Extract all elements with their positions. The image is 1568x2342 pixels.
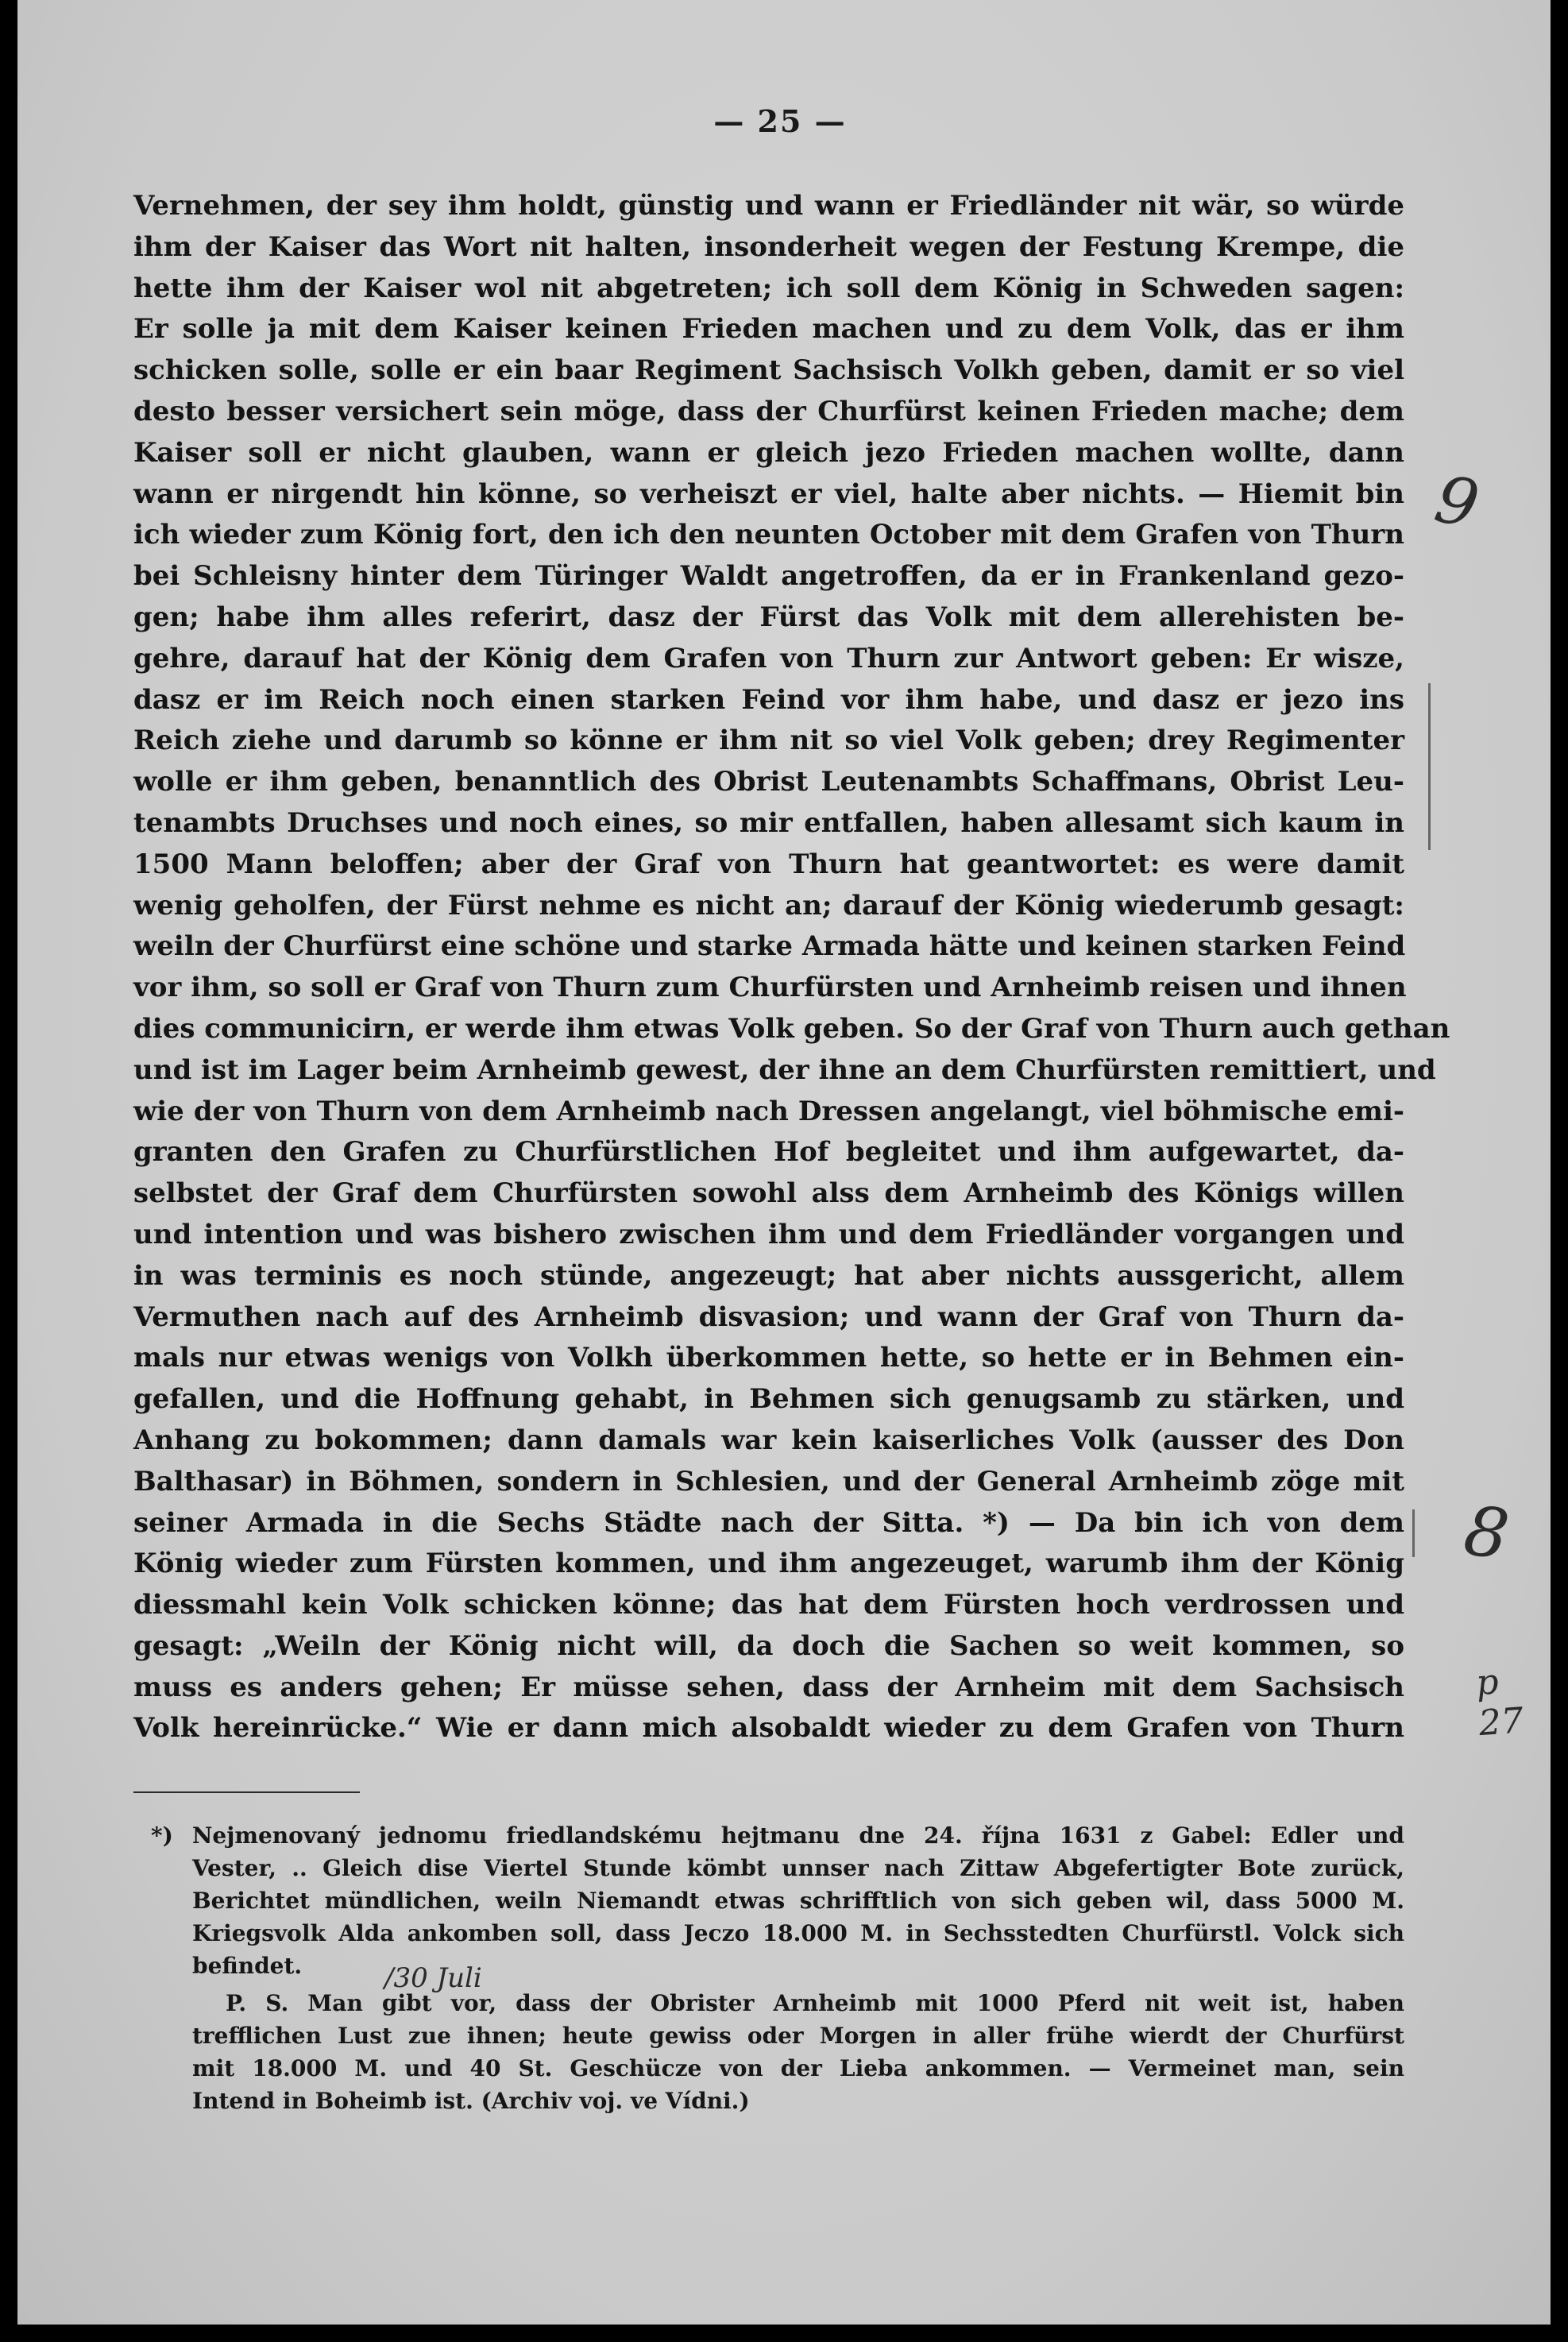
- text-line: gehre, darauf hat der König dem Grafen von Thurn zur Antwort geben: Er wisze,: [133, 642, 1404, 674]
- text-line: dasz er im Reich noch einen starken Feind vor ihm habe, und dasz er jezo ins: [133, 683, 1404, 716]
- margin-bracket: [1412, 1509, 1415, 1557]
- text-line: hette ihm der Kaiser wol nit abgetreten; ich soll dem König in Schweden sagen:: [133, 272, 1404, 304]
- handwritten-margin-mark: 9: [1428, 461, 1485, 544]
- text-line: seiner Armada in die Sechs Städte nach der Sitta. *) — Da bin ich von dem: [133, 1506, 1404, 1539]
- text-line: wenig geholfen, der Fürst nehme es nicht an; darauf der König wiederumb gesagt:: [133, 889, 1404, 922]
- page-number: — 25 —: [713, 103, 847, 139]
- text-line: Reich ziehe und darumb so könne er ihm nit so viel Volk geben; drey Regimenter: [133, 725, 1404, 757]
- footnote-line: befindet.: [192, 1953, 303, 1979]
- text-line: Vermuthen nach auf des Arnheimb disvasion; und wann der Graf von Thurn da-: [133, 1300, 1404, 1333]
- text-line: wolle er ihm geben, benanntlich des Obrist Leutenambts Schaffmans, Obrist Leu-: [133, 766, 1404, 798]
- text-line: Balthasar) in Böhmen, sondern in Schlesien, und der General Arnheimb zöge mit: [133, 1465, 1404, 1498]
- margin-bracket: [1428, 683, 1431, 850]
- text-line: selbstet der Graf dem Churfürsten sowohl alss dem Arnheimb des Königs willen: [133, 1177, 1404, 1210]
- footnote-rule: [133, 1791, 360, 1793]
- text-line: und ist im Lager beim Arnheimb gewest, der ihne an dem Churfürsten remittiert, und: [133, 1053, 1436, 1086]
- scanned-page: [17, 0, 1551, 2325]
- text-line: Vernehmen, der sey ihm holdt, günstig und wann er Friedländer nit wär, so würde: [133, 190, 1404, 222]
- footnote-line: *) Nejmenovaný jednomu friedlandskému hejtmanu dne 24. října 1631 z Gabel: Edler und: [151, 1822, 1404, 1849]
- footnote-line: Vester, .. Gleich dise Viertel Stunde kömbt unnser nach Zittaw Abgefertigter Bote zurück,: [192, 1855, 1404, 1881]
- text-line: mals nur etwas wenigs von Volkh überkommen hette, so hette er in Behmen ein-: [133, 1342, 1404, 1374]
- handwritten-page-reference: p 27: [1474, 1661, 1525, 1745]
- footnote-line: Berichtet mündlichen, weiln Niemandt etwas schrifftlich von sich geben wil, dass 5000 M.: [192, 1888, 1404, 1914]
- footnote-line: P. S. Man gibt vor, dass der Obrister Arnheimb mit 1000 Pferd nit weit ist, haben: [226, 1990, 1404, 2016]
- text-line: und intention und was bishero zwischen ihm und dem Friedländer vorgangen und: [133, 1218, 1404, 1250]
- handwritten-margin-mark: 8: [1459, 1490, 1514, 1576]
- text-line: Kaiser soll er nicht glauben, wann er gleich jezo Frieden machen wollte, dann: [133, 436, 1404, 469]
- text-line: dies communicirn, er werde ihm etwas Volk geben. So der Graf von Thurn auch gethan: [133, 1012, 1450, 1045]
- text-line: Er solle ja mit dem Kaiser keinen Frieden machen und zu dem Volk, das er ihm: [133, 313, 1404, 346]
- footnotes: [151, 1819, 1404, 2117]
- text-line: desto besser versichert sein möge, dass der Churfürst keinen Frieden mache; dem: [133, 395, 1404, 427]
- text-line: in was terminis es noch stünde, angezeugt; hat aber nichts aussgericht, allem: [133, 1259, 1404, 1292]
- handwritten-footnote-annotation: /30 Juli: [384, 1962, 482, 1994]
- text-line: vor ihm, so soll er Graf von Thurn zum Churfürsten und Arnheimb reisen und ihnen: [133, 972, 1407, 1004]
- text-line: gesagt: „Weiln der König nicht will, da doch die Sachen so weit kommen, so: [133, 1629, 1404, 1662]
- footnote-line: Kriegsvolk Alda ankomben soll, dass Jeczo 18.000 M. in Sechsstedten Churfürstl. Volck sich: [192, 1920, 1404, 1946]
- text-line: muss es anders gehen; Er müsse sehen, dass der Arnheim mit dem Sachsisch: [133, 1671, 1404, 1703]
- text-line: König wieder zum Fürsten kommen, und ihm angezeuget, warumb ihm der König: [133, 1548, 1404, 1580]
- text-line: diessmahl kein Volk schicken könne; das hat dem Fürsten hoch verdrossen und: [133, 1589, 1404, 1621]
- text-line: ich wieder zum König fort, den ich den neunten October mit dem Grafen von Thurn: [133, 519, 1404, 551]
- footnote-line: mit 18.000 M. und 40 St. Geschücze von der Lieba ankommen. — Vermeinet man, sein: [192, 2055, 1404, 2081]
- text-line: 1500 Mann beloffen; aber der Graf von Thurn hat geantwortet: es were damit: [133, 848, 1404, 880]
- text-line: ihm der Kaiser das Wort nit halten, insonderheit wegen der Festung Krempe, die: [133, 230, 1404, 263]
- text-line: wann er nirgendt hin könne, so verheiszt er viel, halte aber nichts. — Hiemit bin: [133, 477, 1404, 510]
- text-line: Anhang zu bokommen; dann damals war kein kaiserliches Volk (ausser des Don: [133, 1424, 1404, 1456]
- text-line: weiln der Churfürst eine schöne und starke Armada hätte und keinen starken Feind: [133, 930, 1406, 963]
- text-line: bei Schleisny hinter dem Türinger Waldt angetroffen, da er in Frankenland gezo-: [133, 560, 1404, 593]
- main-text: [133, 186, 1450, 1749]
- text-line: gefallen, und die Hoffnung gehabt, in Behmen sich genugsamb zu stärken, und: [133, 1383, 1404, 1416]
- text-line: Volk hereinrücke.“ Wie er dann mich alsobaldt wieder zu dem Grafen von Thurn: [133, 1712, 1404, 1745]
- text-line: gen; habe ihm alles referirt, dasz der Fürst das Volk mit dem allerehisten be-: [133, 601, 1404, 633]
- text-line: granten den Grafen zu Churfürstlichen Hof begleitet und ihm aufgewartet, da-: [133, 1136, 1404, 1169]
- footnote-line: Intend in Boheimb ist. (Archiv voj. ve Vídni.): [192, 2088, 750, 2114]
- footnote-line: trefflichen Lust zue ihnen; heute gewiss oder Morgen in aller frühe wierdt der Churfürst: [192, 2023, 1404, 2049]
- text-line: schicken solle, solle er ein baar Regiment Sachsisch Volkh geben, damit er so viel: [133, 354, 1404, 387]
- text-line: tenambts Druchses und noch eines, so mir entfallen, haben allesamt sich kaum in: [133, 806, 1404, 839]
- text-line: wie der von Thurn von dem Arnheimb nach Dressen angelangt, viel böhmische emi-: [133, 1095, 1404, 1127]
